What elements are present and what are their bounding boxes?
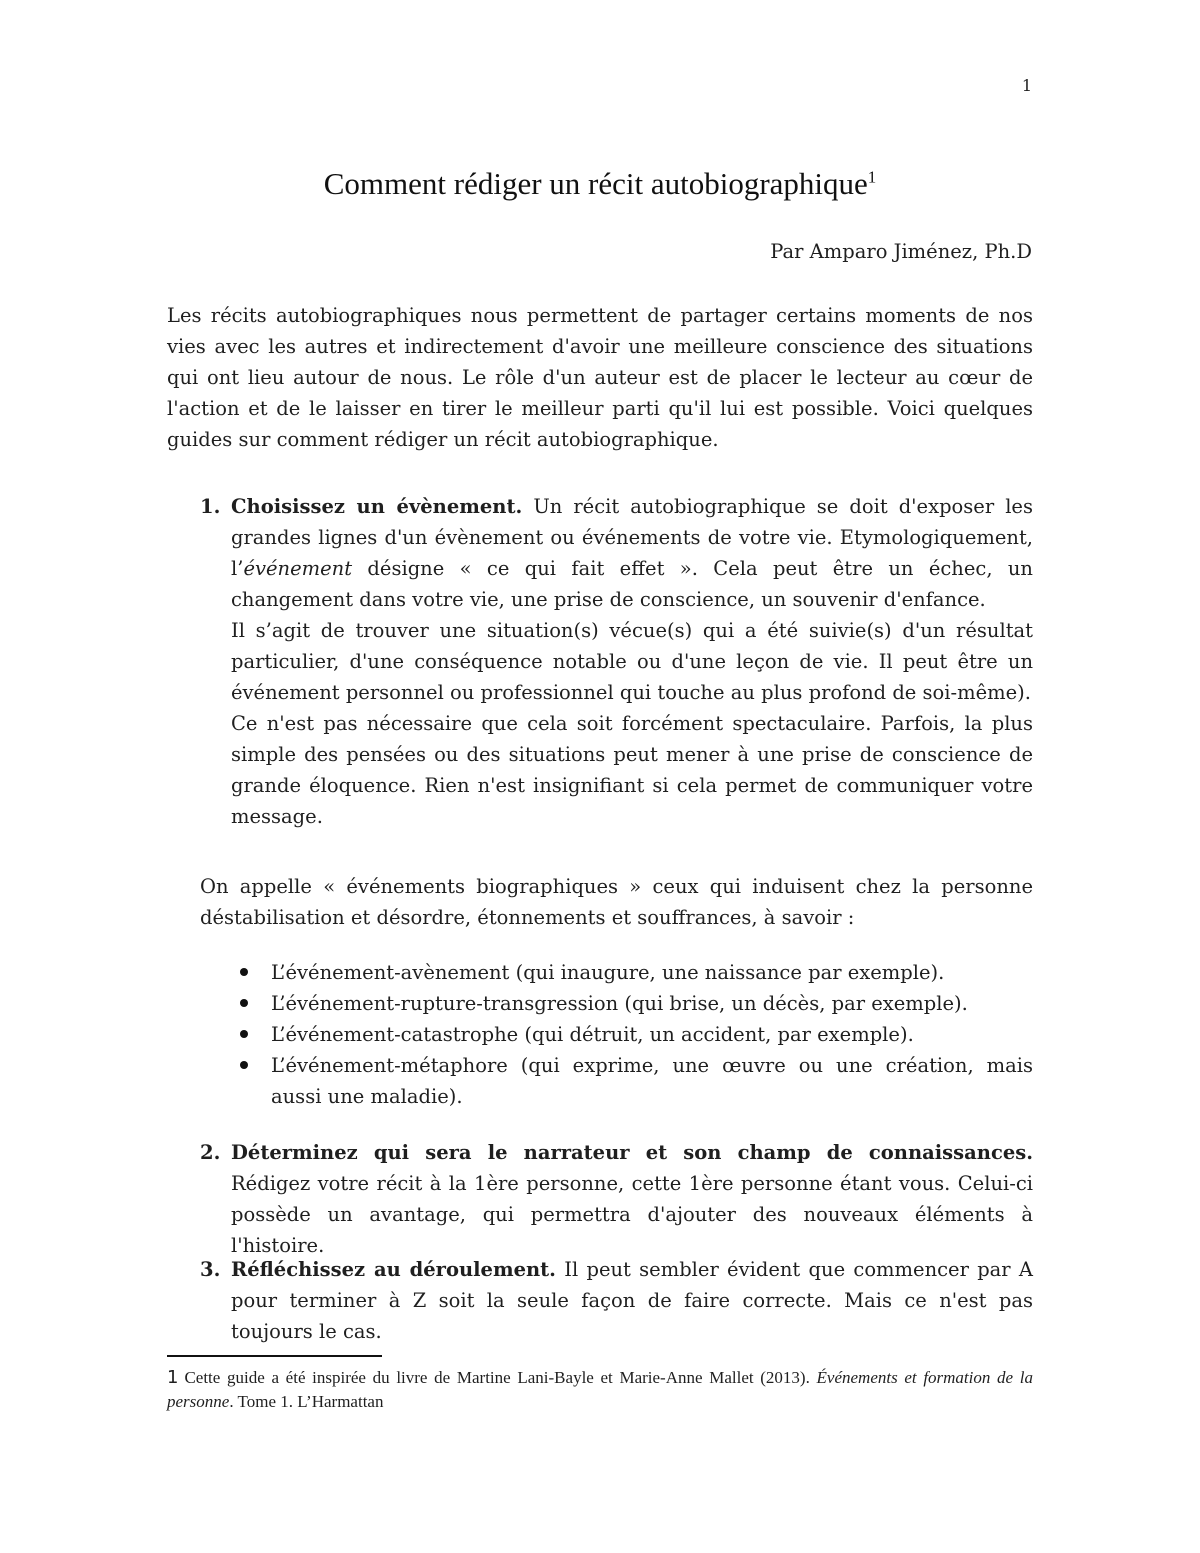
item-heading: Réfléchissez au déroulement.	[231, 1258, 556, 1281]
item-paragraph	[231, 1254, 1033, 1347]
item-text: Rédigez votre récit à la 1ère personne, cette 1ère personne étant vous. Celui-ci possède un avantage, qui permettra d'ajouter des nouveaux éléments à l'histoire.	[231, 1172, 1033, 1257]
bullet-dot-icon	[240, 968, 248, 976]
bullet-item	[240, 988, 1033, 1019]
item-heading: Choisissez un évènement.	[231, 495, 523, 518]
footnote	[167, 1366, 1033, 1414]
item-italic-term: événement	[243, 557, 353, 580]
page-title	[0, 166, 1200, 202]
bullet-dot-icon	[240, 1030, 248, 1038]
list-item-3	[200, 1254, 1033, 1347]
item-text: Il peut sembler évident que commencer par A pour terminer à Z soit la seule façon de faire correcte. Mais ce n'est pas toujours le cas.	[231, 1258, 1033, 1343]
item-paragraph	[231, 1137, 1033, 1261]
bullet-dot-icon	[240, 1061, 248, 1069]
events-intro-paragraph: On appelle « événements biographiques » ceux qui induisent chez la personne déstabilisation et désordre, étonnements et souffrances, à savoir :	[200, 875, 1033, 929]
bullet-item	[240, 1019, 1033, 1050]
footnote-text: Cette guide a été inspirée du livre de Martine Lani-Bayle et Marie-Anne Mallet (2013).	[184, 1368, 817, 1387]
page-number: 1	[1021, 76, 1032, 95]
footnote-text-end: . Tome 1. L’Harmattan	[229, 1392, 384, 1411]
item-heading: Déterminez qui sera le narrateur et son champ de connaissances.	[231, 1141, 1033, 1164]
events-bullet-list	[240, 957, 1033, 1112]
footnote-book-title: Événements et formation de la personne	[167, 1368, 1034, 1411]
item-text: Un récit autobiographique se doit d'exposer les grandes lignes d'un évènement ou événements de votre vie. Etymologiquement, l’	[231, 495, 1033, 580]
title-text: Comment rédiger un récit autobiographique	[323, 166, 868, 201]
item-number: 3.	[200, 1258, 221, 1281]
item-number: 1.	[200, 495, 221, 518]
bullet-dot-icon	[240, 999, 248, 1007]
author-line: Par Amparo Jiménez, Ph.D	[770, 240, 1032, 263]
item-paragraph	[231, 491, 1033, 615]
bullet-text: L’événement-catastrophe (qui détruit, un accident, par exemple).	[271, 1023, 914, 1046]
item-paragraph-3: Ce n'est pas nécessaire que cela soit forcément spectaculaire. Parfois, la plus simple des pensées ou des situations peut mener à une prise de conscience de grande éloquence. Rien n'est insignifiant si cela permet de communiquer votre message.	[231, 712, 1033, 828]
bullet-item	[240, 1050, 1033, 1112]
title-footnote-ref[interactable]: 1	[867, 167, 877, 187]
intro-paragraph: Les récits autobiographiques nous permettent de partager certains moments de nos vies avec les autres et indirectement d'avoir une meilleure conscience des situations qui ont lieu autour de nous. Le rôle d'un auteur est de placer le lecteur au cœur de l'action et de le laisser en tirer le meilleur parti qu'il lui est possible. Voici quelques guides sur comment rédiger un récit autobiographique.	[167, 304, 1033, 451]
list-item-1	[200, 491, 1033, 832]
item-paragraph-2: Il s’agit de trouver une situation(s) vécue(s) qui a été suivie(s) d'un résultat particulier, d'une conséquence notable ou d'une leçon de vie. Il peut être un événement personnel ou professionnel qui touche au plus profond de soi-même).	[231, 619, 1033, 704]
bullet-text: L’événement-métaphore (qui exprime, une œuvre ou une création, mais aussi une maladie).	[271, 1054, 1033, 1108]
footnote-number: 1	[167, 1367, 179, 1388]
footnote-separator	[167, 1355, 382, 1357]
bullet-text: L’événement-avènement (qui inaugure, une naissance par exemple).	[271, 961, 945, 984]
item-text-continued: désigne « ce qui fait effet ». Cela peut être un échec, un changement dans votre vie, une prise de conscience, un souvenir d'enfance.	[231, 557, 1033, 611]
bullet-text: L’événement-rupture-transgression (qui brise, un décès, par exemple).	[271, 992, 968, 1015]
bullet-item	[240, 957, 1033, 988]
item-number: 2.	[200, 1141, 221, 1164]
list-item-2	[200, 1137, 1033, 1261]
